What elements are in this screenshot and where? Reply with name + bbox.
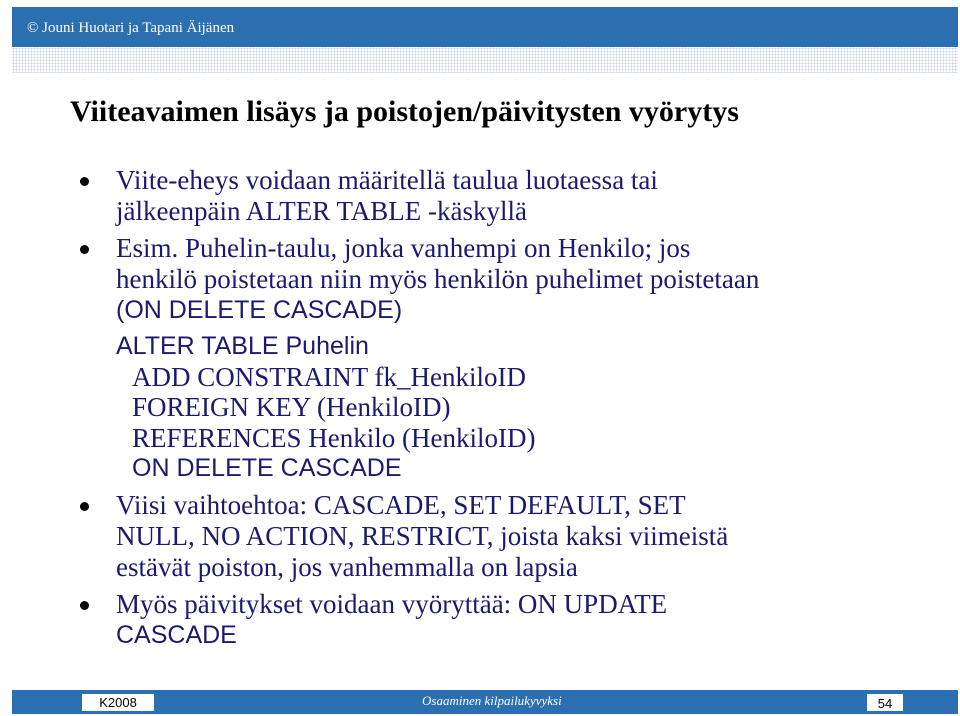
bullet-text-line: (ON DELETE CASCADE)	[116, 296, 403, 324]
bullet-dot-icon	[80, 177, 89, 186]
footer-bar	[12, 690, 958, 714]
sql-code-line: REFERENCES Henkilo (HenkiloID)	[132, 422, 536, 453]
header-bar	[12, 7, 958, 47]
bullet-dot-icon	[80, 601, 89, 610]
bullet-dot-icon	[80, 245, 89, 254]
bullet-dot-icon	[80, 502, 89, 511]
bullet-text-line: Viite-eheys voidaan määritellä taulua luotaessa tai	[116, 165, 658, 195]
bullet-text-line: NULL, NO ACTION, RESTRICT, joista kaksi viimeistä	[116, 520, 729, 551]
header-dither-pattern	[12, 47, 958, 73]
footer-course-code: K2008	[82, 694, 154, 711]
bullet-list	[72, 165, 932, 657]
page-number: 54	[867, 694, 903, 711]
sql-code-line: FOREIGN KEY (HenkiloID)	[132, 392, 451, 422]
bullet-item	[72, 490, 932, 583]
bullet-item	[72, 233, 932, 484]
bullet-text-line: estävät poiston, jos vanhemmalla on lapsia	[116, 551, 578, 582]
sql-code-block	[116, 331, 932, 484]
footer-slogan: Osaaminen kilpailukyvyksi	[422, 693, 562, 708]
bullet-text-line: CASCADE	[116, 620, 237, 649]
bullet-item	[72, 165, 932, 227]
bullet-item	[72, 589, 932, 651]
slide-title: Viiteavaimen lisäys ja poistojen/päivitysten vyörytys	[70, 95, 739, 128]
copyright-text: © Jouni Huotari ja Tapani Äijänen	[27, 20, 235, 36]
bullet-text-line: Viisi vaihtoehtoa: CASCADE, SET DEFAULT, SET	[116, 489, 686, 520]
sql-code-line: ADD CONSTRAINT fk_HenkiloID	[132, 361, 526, 392]
sql-code-line: ALTER TABLE Puhelin	[116, 332, 369, 360]
bullet-text-line: henkilö poistetaan niin myös henkilön puhelimet poistetaan	[116, 264, 760, 294]
bullet-text-line: Esim. Puhelin-taulu, jonka vanhempi on Henkilo; jos	[116, 233, 691, 263]
bullet-text-line: Myös päivitykset voidaan vyöryttää: ON UPDATE	[116, 588, 668, 619]
bullet-text-line: jälkeenpäin ALTER TABLE -käskyllä	[116, 196, 528, 226]
sql-code-line: ON DELETE CASCADE	[132, 454, 402, 482]
